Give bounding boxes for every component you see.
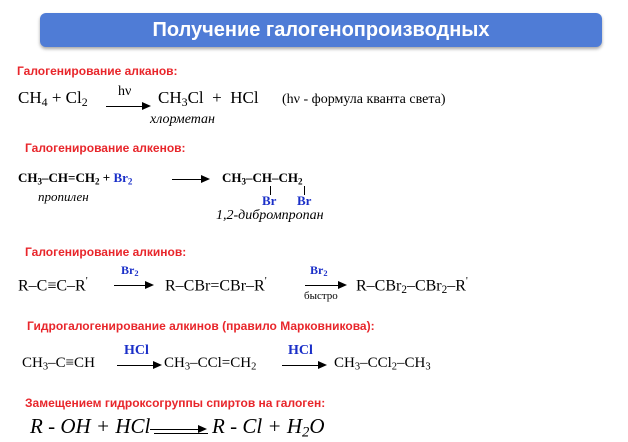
alkynes-reagent-2-note: быстро <box>304 290 338 302</box>
alkynes-intermediate: R–CBr=CBr–R' <box>165 275 267 295</box>
alkenes-reactant: $CH_3-CH=CH_2 + Br_2$ <box>18 170 133 187</box>
heading-alkanes: Галогенирование алканов: <box>17 64 178 78</box>
hydro-reactant: $CH_3-C\equiv CH$ <box>22 355 95 373</box>
alkenes-br-1: Br <box>262 193 277 208</box>
arrow-hydro-2 <box>282 361 327 370</box>
alkanes-note: (hν - формула кванта света) <box>282 92 446 107</box>
alkenes-product-name: 1,2-дибромпропан <box>216 208 324 223</box>
arrow-alkanes <box>106 102 151 111</box>
heading-substitution: Замещением гидроксогруппы спиртов на галоген: <box>25 396 326 410</box>
substitution-rhs: $R - Cl + H_2O$ <box>212 414 325 441</box>
hydro-reagent-2: HCl <box>288 343 313 358</box>
arrow-alkenes <box>172 175 210 184</box>
arrow-alkynes-2 <box>305 281 347 290</box>
alkanes-product-name: хлорметан <box>150 112 215 127</box>
hydro-intermediate: $CH_3-CCl=CH_2$ <box>164 355 257 373</box>
hydro-product: $CH_3-CCl_2-CH_3$ <box>334 355 431 373</box>
heading-alkenes: Галогенирование алкенов: <box>25 141 186 155</box>
alkenes-reactant-name: пропилен <box>38 189 89 204</box>
alkenes-br-2: Br <box>297 193 312 208</box>
hydro-reagent-1: HCl <box>124 343 149 358</box>
heading-hydrohalogenation: Гидрогалогенирование алкинов (правило Марковникова): <box>27 319 375 333</box>
alkynes-product: R–CBr$_2$–CBr$_2$–R' <box>356 275 468 297</box>
alkynes-reagent-2: $Br_2$ <box>310 263 328 279</box>
alkanes-product: $CH_3Cl$ + HCl <box>158 88 259 109</box>
arrow-substitution <box>150 427 208 436</box>
substitution-lhs: R - OH + HCl <box>30 414 151 438</box>
heading-alkynes: Галогенирование алкинов: <box>25 245 187 259</box>
page-title: Получение галогенопроизводных <box>40 13 602 47</box>
alkanes-condition: hν <box>118 84 132 99</box>
alkynes-reagent-1: $Br_2$ <box>121 263 139 279</box>
equation-alkanes: $CH_4 + Cl_2$ <box>18 88 88 109</box>
arrow-hydro-1 <box>117 361 162 370</box>
alkynes-reactant: R–C≡C–R' <box>18 275 88 295</box>
arrow-alkynes-1 <box>114 281 154 290</box>
alkenes-product: $CH_3-CH-CH_2$ <box>222 170 303 187</box>
